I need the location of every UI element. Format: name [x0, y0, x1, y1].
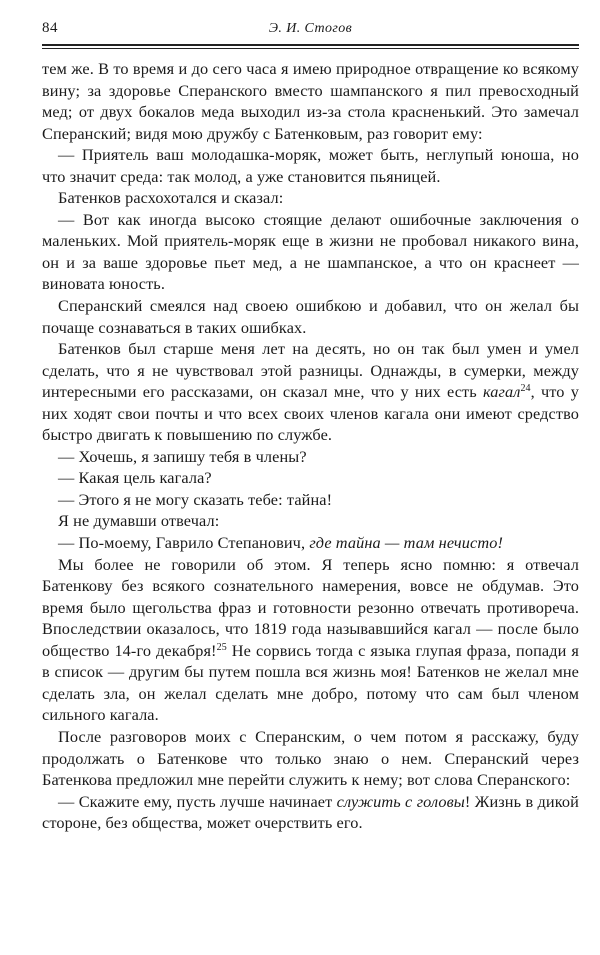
italic-phrase: служить с головы — [336, 791, 465, 811]
paragraph: — Приятель ваш молодашка-моряк, может быть, неглупый юноша, но что значит среда: так молод, а уже становится пьяницей. — [42, 145, 579, 186]
paragraph — [42, 532, 579, 554]
running-title: Э. И. Стогов — [268, 21, 353, 36]
paragraph — [42, 338, 579, 446]
page-number: 84 — [42, 20, 58, 36]
paragraph: Батенков расхохотался и сказал: — [58, 188, 284, 208]
italic-term: кагал — [482, 382, 521, 402]
paragraph: Я не думавши отвечал: — [58, 511, 220, 531]
italic-phrase: где тайна — там нечисто! — [309, 533, 503, 553]
paragraph: Сперанский смеялся над своею ошибкою и добавил, что он желал бы почаще сознаваться в таких ошибках. — [42, 296, 579, 337]
paragraph: тем же. В то время и до сего часа я имею природное отвращение ко всякому вину; за здоровье Сперанского вместо шампанского я пил превосходный мед; от двух бокалов меда выходил из-за стола красненький. Это замечал Сперанский; видя мою дружбу с Батенковым, раз говорит ему: — [42, 59, 579, 143]
text-run: , что у них ходят свои почты и что всех своих членов кагала они имеют средство быстро двигать к повышению по службе. — [42, 382, 580, 445]
text-run: ! Жизнь в дикой стороне, без общества, может очерствить его. — [42, 791, 579, 833]
footnote-ref-25[interactable]: 25 — [216, 641, 227, 653]
paragraph: — Вот как иногда высоко стоящие делают ошибочные заключения о маленьких. Мой приятель-моряк еще в жизни не пробовал никакого вина, он и за ваше здоровье пьет мед, а не шампанское, а что он краснеет — виновата юность. — [42, 209, 579, 294]
text-run: — По-моему, Гаврило Степанович, — [58, 533, 310, 553]
body-text — [42, 58, 579, 834]
text-run: Мы более не говорили об этом. Я теперь ясно помню: я отвечал Батенкову без всякого сознательного намерения, вовсе не обдумав. Это время было щегольства фраз и готовности резонно отвечать противореча. Впоследствии оказалось, что 1819 года называвшийся кагал — после было общество 14-го декабря! — [42, 554, 579, 660]
text-run: Батенков был старше меня лет на десять, но он так был умен и умел сделать, что я не чувствовал этой разницы. Однажды, в сумерки, между интересными его рассказами, он сказал мне, что у них есть — [42, 339, 579, 402]
header-rule-thick — [42, 44, 579, 46]
paragraph: После разговоров моих с Сперанским, о чем потом я расскажу, буду продолжать о Батенкове что только знаю о нем. Сперанский через Батенкова предложил мне перейти служить к нему; вот слова Сперанского: — [42, 726, 579, 790]
paragraph: — Этого я не могу сказать тебе: тайна! — [58, 489, 333, 509]
paragraph — [42, 791, 579, 834]
paragraph: — Какая цель кагала? — [58, 468, 212, 488]
footnote-ref-24[interactable]: 24 — [520, 383, 531, 395]
header-rule-thin — [42, 48, 579, 49]
text-run: Не сорвись тогда с языка глупая фраза, попади я в список — другим бы путем пошла вся жизнь моя! Батенков не желал мне сделать зла, он желал сделать мне добро, потому что сам был членом сильного кагала. — [42, 640, 579, 725]
text-run: — Скажите ему, пусть лучше начинает — [58, 791, 337, 811]
paragraph: — Хочешь, я запишу тебя в члены? — [58, 446, 307, 466]
page-header — [42, 20, 579, 48]
paragraph — [42, 554, 579, 726]
